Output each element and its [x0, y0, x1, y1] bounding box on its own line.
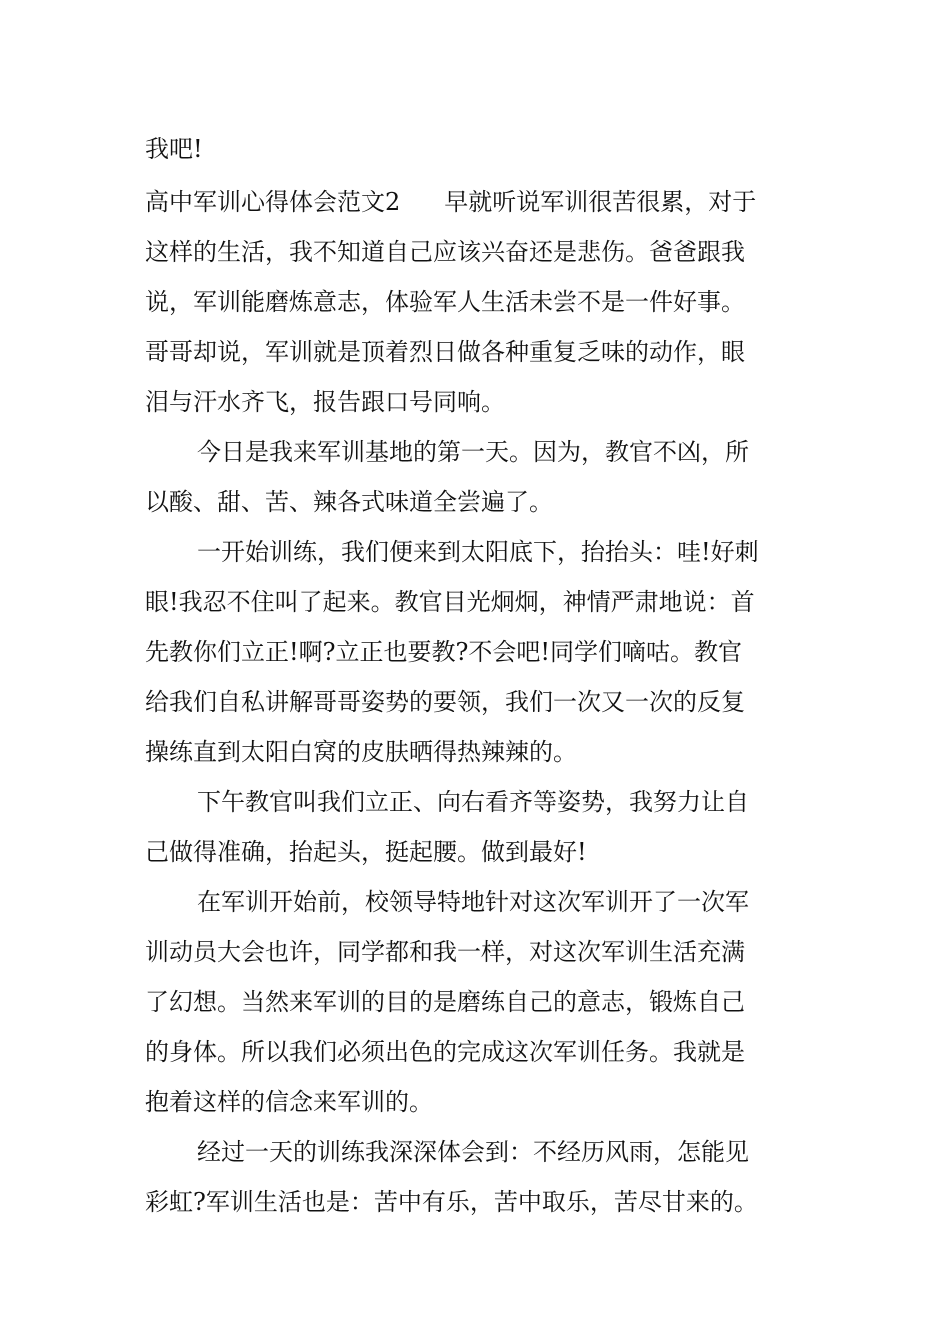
text-line: 训动员大会也许，同学都和我一样，对这次军训生活充满: [145, 938, 745, 966]
text-line: 这样的生活，我不知道自己应该兴奋还是悲伤。爸爸跟我: [145, 238, 745, 266]
paragraph-first-line: 下午教官叫我们立正、向右看齐等姿势，我努力让自: [197, 788, 749, 816]
text-line: 彩虹?军训生活也是：苦中有乐，苦中取乐，苦尽甘来的。: [145, 1188, 758, 1216]
text-line: 给我们自私讲解哥哥姿势的要领，我们一次又一次的反复: [145, 688, 745, 716]
paragraph-first-line: 今日是我来军训基地的第一天。因为，教官不凶，所: [197, 438, 749, 466]
text-line: 以酸、甜、苦、辣各式味道全尝遍了。: [145, 488, 553, 516]
title-line: [145, 186, 810, 218]
text-line: 我吧!: [145, 135, 203, 163]
text-line: 泪与汗水齐飞，报告跟口号同响。: [145, 388, 505, 416]
text-line: 了幻想。当然来军训的目的是磨练自己的意志，锻炼自己: [145, 988, 745, 1016]
text-line: 己做得准确，抬起头，挺起腰。做到最好!: [145, 838, 587, 866]
text-line: 先教你们立正!啊?立正也要教?不会吧!同学们嘀咕。教官: [145, 638, 743, 666]
paragraph-first-line: 经过一天的训练我深深体会到：不经历风雨，怎能见: [197, 1138, 749, 1166]
text-line: 的身体。所以我们必须出色的完成这次军训任务。我就是: [145, 1038, 745, 1066]
text-line: 抱着这样的信念来军训的。: [145, 1088, 433, 1116]
text-line: 眼!我忍不住叫了起来。教官目光炯炯，神情严肃地说：首: [145, 588, 755, 616]
essay-title: 高中军训心得体会范文2: [145, 188, 401, 216]
text-line: 操练直到太阳白窝的皮肤晒得热辣辣的。: [145, 738, 577, 766]
paragraph-first-line: 在军训开始前，校领导特地针对这次军训开了一次军: [197, 888, 749, 916]
paragraph-first-line: 一开始训练，我们便来到太阳底下，抬抬头：哇!好刺: [197, 538, 759, 566]
text-line: 哥哥却说，军训就是顶着烈日做各种重复乏味的动作，眼: [145, 338, 745, 366]
text-line: 说，军训能磨炼意志，体验军人生活未尝不是一件好事。: [145, 288, 745, 316]
text-line: 早就听说军训很苦很累，对于: [444, 188, 757, 216]
